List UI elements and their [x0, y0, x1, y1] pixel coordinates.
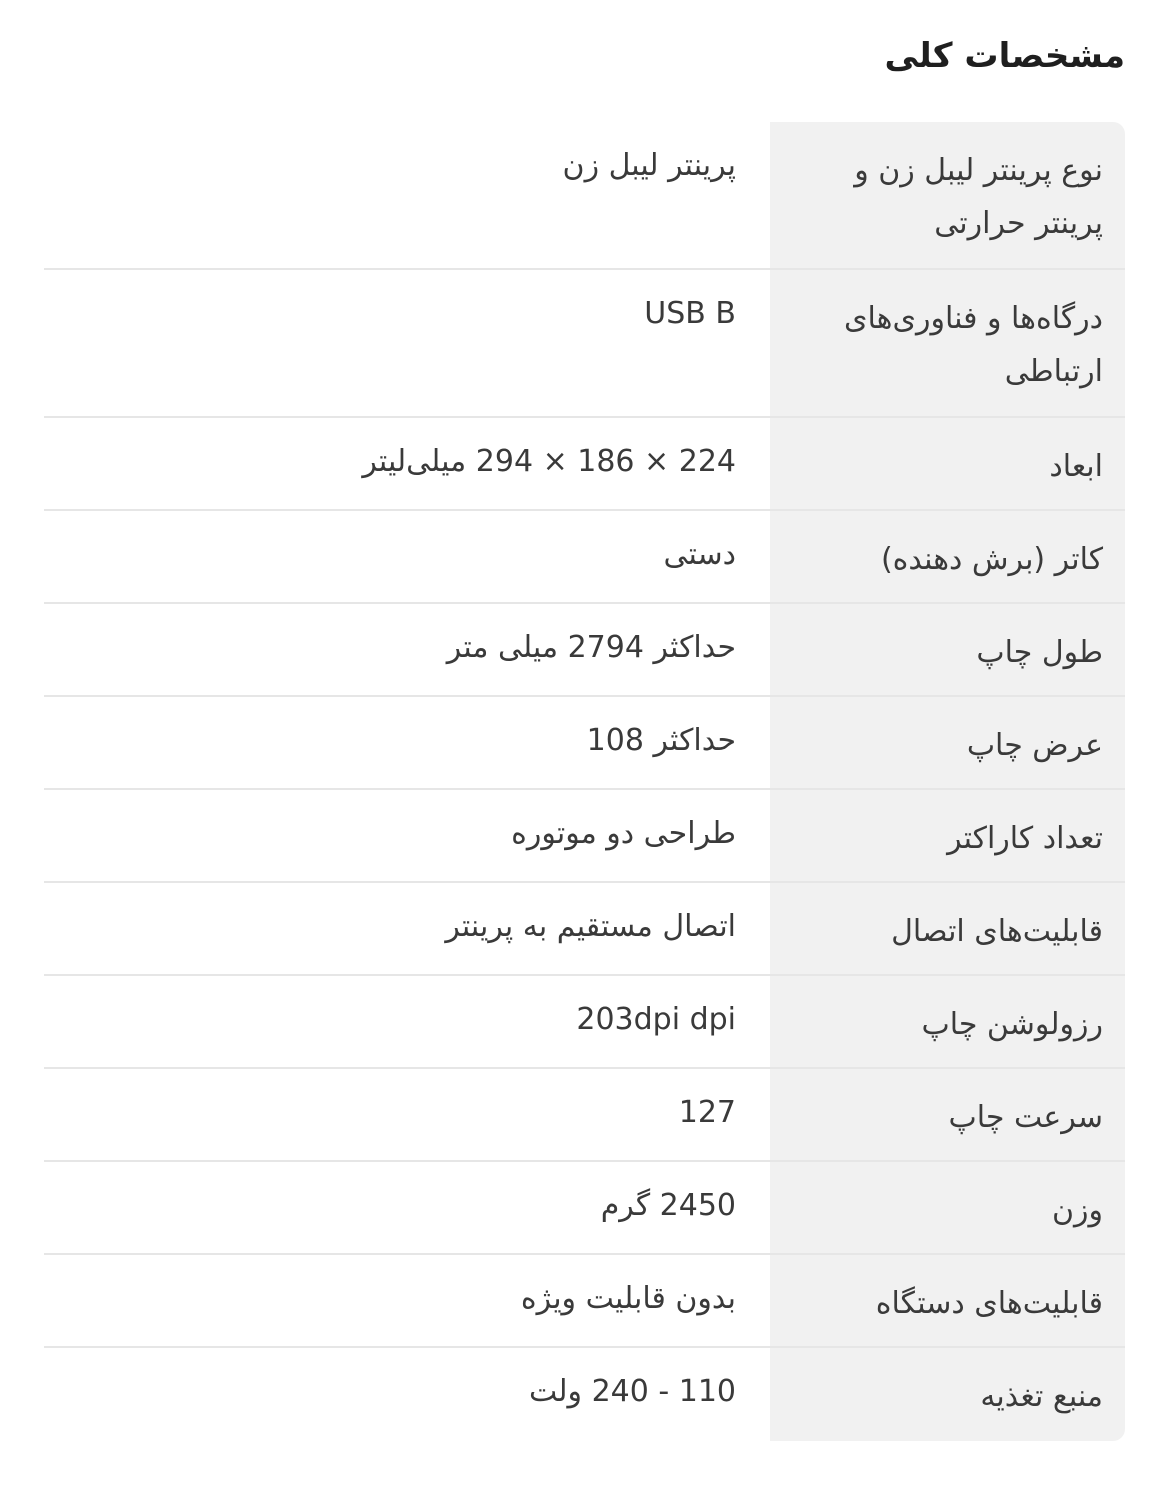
spec-row-print-width	[44, 697, 1125, 790]
spec-label: وزن	[770, 1162, 1125, 1253]
spec-row-print-speed	[44, 1069, 1125, 1162]
spec-value: 203dpi dpi	[576, 1002, 736, 1037]
spec-label: قابلیت‌های دستگاه	[770, 1255, 1125, 1346]
spec-row-dimensions	[44, 418, 1125, 511]
spec-value: اتصال مستقیم به پرینتر	[445, 909, 736, 944]
spec-table	[44, 122, 1125, 1441]
spec-label: منبع تغذیه	[770, 1348, 1125, 1441]
spec-label: عرض چاپ	[770, 697, 1125, 788]
spec-label: قابلیت‌های اتصال	[770, 883, 1125, 974]
spec-value: پرینتر لیبل زن	[562, 148, 736, 183]
spec-value: USB B	[644, 296, 736, 331]
spec-row-power	[44, 1348, 1125, 1441]
spec-value: 2450 گرم	[600, 1188, 736, 1223]
spec-value: دستی	[663, 537, 736, 572]
spec-label: سرعت چاپ	[770, 1069, 1125, 1160]
spec-row-ports	[44, 270, 1125, 418]
spec-label: درگاه‌ها و فناوری‌های ارتباطی	[770, 270, 1125, 416]
section-title: مشخصات کلی	[884, 36, 1125, 76]
spec-value: 224 × 186 × 294 میلی‌لیتر	[362, 444, 736, 479]
spec-row-features	[44, 1255, 1125, 1348]
spec-row-printer-type	[44, 122, 1125, 270]
spec-label: رزولوشن چاپ	[770, 976, 1125, 1067]
spec-label: نوع پرینتر لیبل زن و پرینتر حرارتی	[770, 122, 1125, 268]
spec-row-resolution	[44, 976, 1125, 1069]
spec-row-print-length	[44, 604, 1125, 697]
spec-value: حداکثر 108	[586, 723, 736, 758]
spec-value: بدون قابلیت ویژه	[520, 1281, 736, 1316]
spec-row-connectivity	[44, 883, 1125, 976]
spec-label: ابعاد	[770, 418, 1125, 509]
spec-row-cutter	[44, 511, 1125, 604]
spec-value: طراحی دو موتوره	[511, 816, 736, 851]
spec-row-weight	[44, 1162, 1125, 1255]
spec-value: حداکثر 2794 میلی متر	[446, 630, 736, 665]
spec-value: 127	[678, 1095, 736, 1130]
spec-label: تعداد کاراکتر	[770, 790, 1125, 881]
spec-row-characters	[44, 790, 1125, 883]
spec-label: طول چاپ	[770, 604, 1125, 695]
spec-value: 110 - 240 ولت	[528, 1374, 736, 1409]
spec-label: کاتر (برش دهنده)	[770, 511, 1125, 602]
